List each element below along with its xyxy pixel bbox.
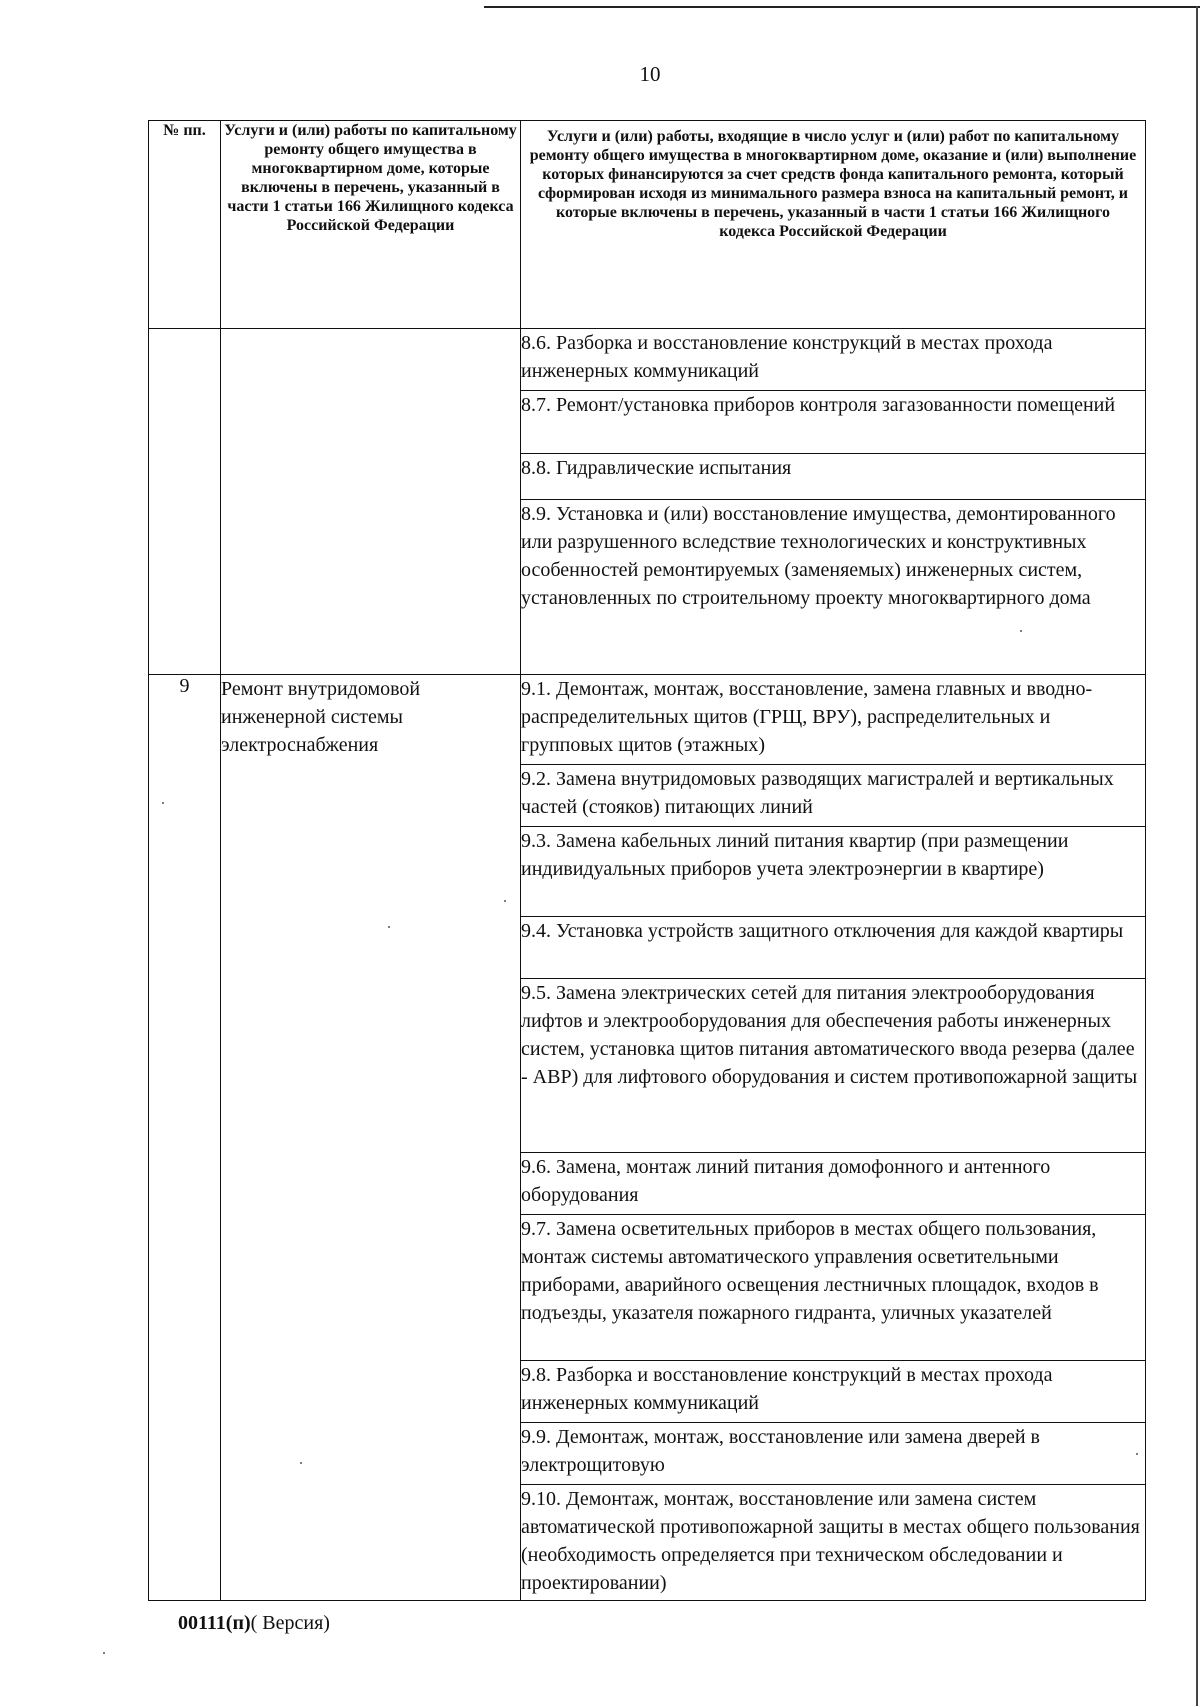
work-item-8-9: 8.9. Установка и (или) восстановление имущества, демонтированного или разрушенного вследствие технологических и конструктивных особенностей ремонтируемых (заменяемых) инженерных систем, установленных по строительному проекту многоквартирного дома <box>521 500 1146 675</box>
page-number: 10 <box>639 62 661 86</box>
scan-speck <box>162 802 164 804</box>
scan-speck <box>1020 630 1022 632</box>
header-works: Услуги и (или) работы, входящие в число услуг и (или) работ по капитальному ремонту общего имущества в многоквартирном доме, оказание и (или) выполнение которых финансируются за счет средств фонда капитального ремонта, который сформирован исходя из минимального размера взноса на капитальный ремонт, и которые включены в перечень, указанный в части 1 статьи 166 Жилищного кодекса Российской Федерации <box>521 121 1146 329</box>
work-item-9-4: 9.4. Установка устройств защитного отключения для каждой квартиры <box>521 917 1146 979</box>
work-item-8-7: 8.7. Ремонт/установка приборов контроля загазованности помещений <box>521 391 1146 454</box>
work-item-9-6: 9.6. Замена, монтаж линий питания домофонного и антенного оборудования <box>521 1153 1146 1215</box>
work-item-8-8: 8.8. Гидравлические испытания <box>521 454 1146 500</box>
scan-speck <box>103 1652 105 1654</box>
works-table <box>148 120 1146 1601</box>
header-service: Услуги и (или) работы по капитальному ремонту общего имущества в многоквартирном доме, которые включены в перечень, указанный в части 1 статьи 166 Жилищного кодекса Российской Федерации <box>221 121 521 329</box>
work-item-9-10: 9.10. Демонтаж, монтаж, восстановление или замена систем автоматической противопожарной защиты в местах общего пользования (необходимость определяется при техническом обследовании и проектировании) <box>521 1485 1146 1601</box>
work-item-9-2: 9.2. Замена внутридомовых разводящих магистралей и вертикальных частей (стояков) питающих линий <box>521 765 1146 827</box>
header-number: № пп. <box>149 121 221 329</box>
work-item-9-5: 9.5. Замена электрических сетей для питания электрооборудования лифтов и электрооборудования для обеспечения работы инженерных систем, установка щитов питания автоматического ввода резерва (далее - АВР) для лифтового оборудования и систем противопожарной защиты <box>521 979 1146 1153</box>
work-item-9-8: 9.8. Разборка и восстановление конструкций в местах прохода инженерных коммуникаций <box>521 1361 1146 1423</box>
work-item-9-9: 9.9. Демонтаж, монтаж, восстановление или замена дверей в электрощитовую <box>521 1423 1146 1485</box>
group9-number: 9 <box>149 675 221 1601</box>
scan-edge-right <box>1196 6 1198 1706</box>
table-header-row <box>149 121 1146 329</box>
document-footer-code <box>178 1612 330 1635</box>
footer-version: ( Версия) <box>250 1612 330 1634</box>
work-item-9-3: 9.3. Замена кабельных линий питания квартир (при размещении индивидуальных приборов учета электроэнергии в квартире) <box>521 827 1146 917</box>
work-item-9-7: 9.7. Замена осветительных приборов в местах общего пользования, монтаж системы автоматического управления осветительными приборами, аварийного освещения лестничных площадок, входов в подъезды, указателя пожарного гидранта, уличных указателей <box>521 1215 1146 1361</box>
table-row <box>149 675 1146 765</box>
scan-speck <box>504 900 506 902</box>
group8-service-cell <box>221 329 521 675</box>
table-row <box>149 329 1146 391</box>
work-item-8-6: 8.6. Разборка и восстановление конструкций в местах прохода инженерных коммуникаций <box>521 329 1146 391</box>
group8-number-cell <box>149 329 221 675</box>
scan-speck <box>300 1462 302 1464</box>
scan-speck <box>388 926 390 928</box>
scan-edge-top <box>484 6 1200 8</box>
footer-code: 00111(п) <box>178 1612 251 1634</box>
group9-service: Ремонт внутридомовой инженерной системы электроснабжения <box>221 675 521 1601</box>
work-item-9-1: 9.1. Демонтаж, монтаж, восстановление, замена главных и вводно-распределительных щитов (ГРЩ, ВРУ), распределительных и групповых щитов (этажных) <box>521 675 1146 765</box>
scan-speck <box>1136 1453 1138 1455</box>
